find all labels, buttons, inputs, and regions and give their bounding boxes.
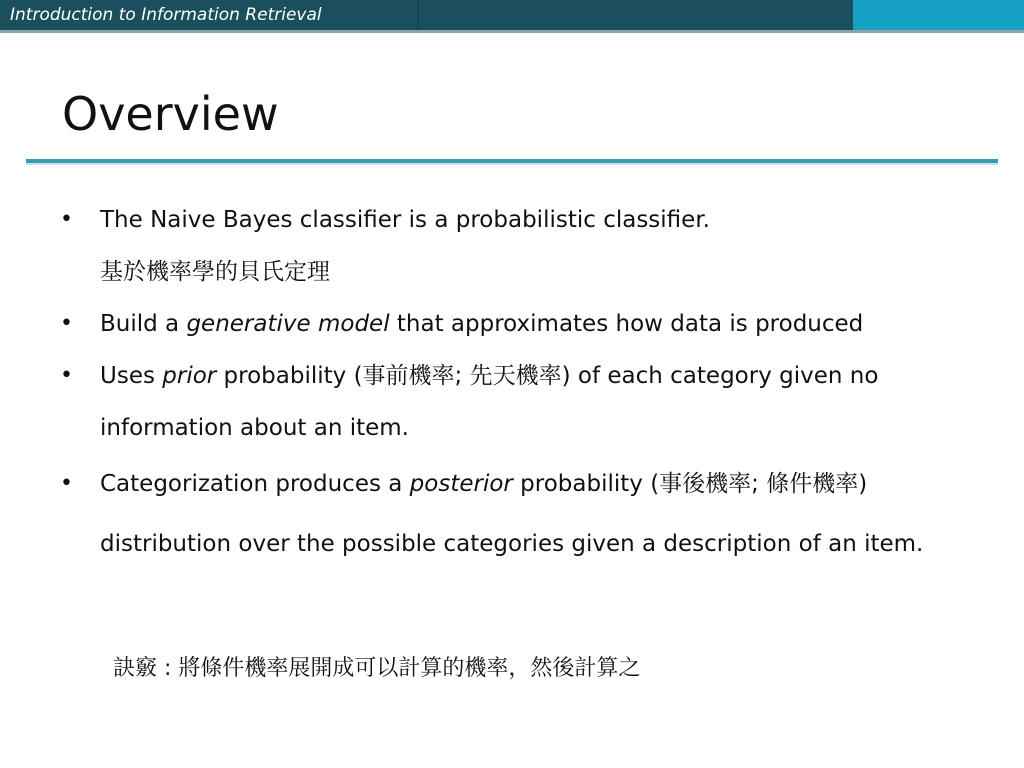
bullet-item	[60, 298, 970, 350]
footnote: 訣竅 : 將條件機率展開成可以計算的機率，然後計算之	[113, 656, 641, 681]
bullet-text: that approximates how data is produced	[389, 311, 864, 337]
header-underline	[0, 30, 1024, 33]
bullet-emphasis: prior	[162, 363, 217, 389]
bullet-text-cjk: 基於機率學的貝氏定理	[100, 259, 330, 285]
bullet-item	[60, 350, 970, 454]
course-title: Introduction to Information Retrieval	[10, 5, 322, 25]
bullet-emphasis: posterior	[409, 471, 513, 497]
slide-title: Overview	[62, 87, 279, 141]
bullet-text: probability (事前機率; 先天機率) of each category given no information about an item.	[100, 363, 879, 441]
bullet-text: Uses	[100, 363, 163, 389]
bullet-item	[60, 454, 970, 574]
bullet-list	[60, 194, 970, 574]
bullet-item	[60, 194, 970, 298]
bullet-text: probability (事後機率; 條件機率) distribution over the possible categories given a description of an item.	[100, 471, 924, 557]
bullet-text: Categorization produces a	[100, 471, 410, 497]
bullet-text: • The Naive Bayes classifier is a probabilistic classifier.	[100, 207, 710, 233]
header-accent-segment	[853, 0, 1024, 32]
title-rule-shadow	[26, 163, 998, 165]
header-divider	[417, 0, 419, 32]
bullet-text: Build a	[100, 311, 187, 337]
bullet-emphasis: generative model	[186, 311, 390, 337]
